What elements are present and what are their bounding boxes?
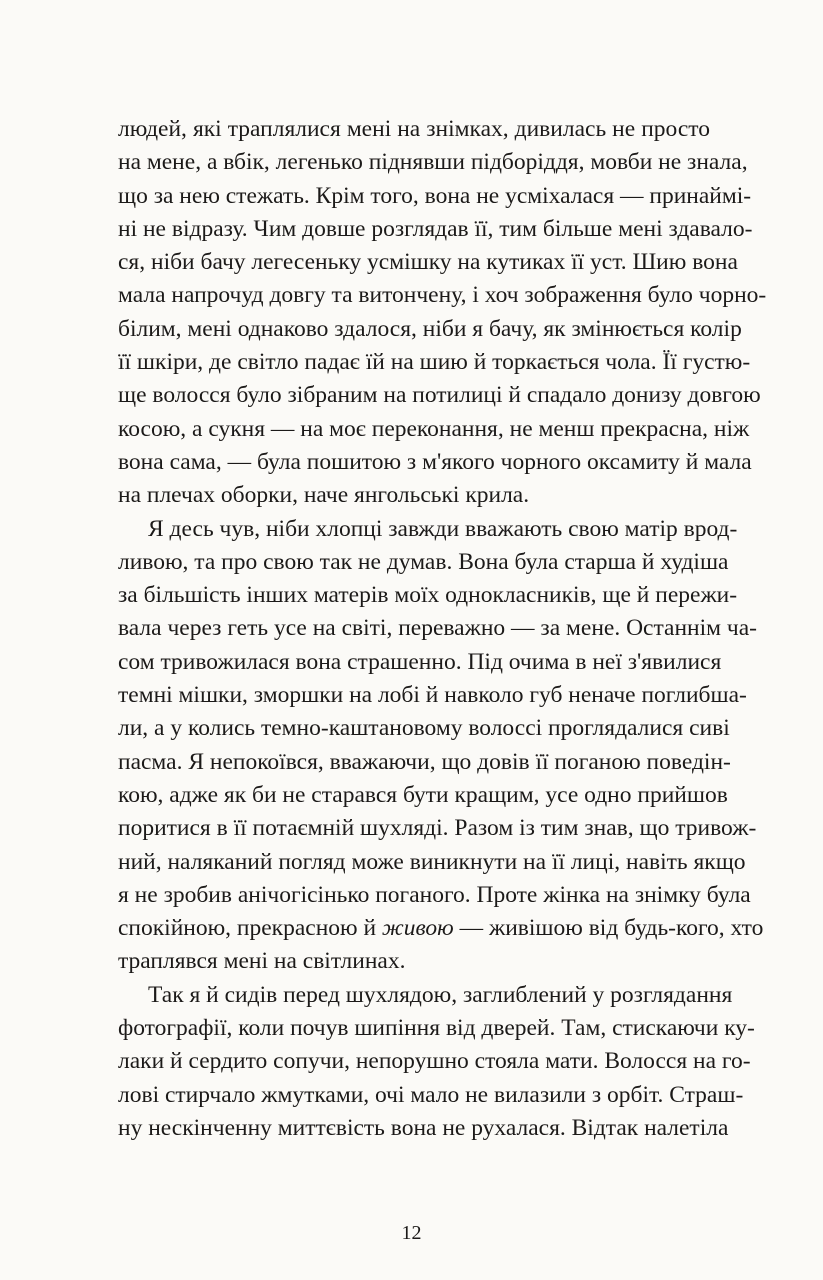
text-line: лаки й сердито сопучи, непорушно стояла мати. Волосся на го- (118, 1048, 751, 1075)
text-line: ся, ніби бачу легесеньку усмішку на кутиках її уст. Шию вона (118, 249, 738, 276)
text-line-first: Я десь чув, ніби хлопці завжди вважають свою матір врод- (148, 515, 738, 542)
paragraph-3 (118, 979, 755, 1145)
text-line: людей, які траплялися мені на знімках, дивилась не просто (118, 116, 710, 142)
text-line: пасма. Я непокоївся, вважаючи, що довів її поганою поведін- (118, 748, 731, 775)
page-number: 12 (401, 1222, 422, 1244)
text-line-last: траплявся мені на світлинах. (118, 948, 406, 975)
text-line: її шкіри, де світло падає їй на шию й торкається чола. Її густю- (118, 349, 751, 376)
text-line-with-italic (118, 912, 764, 945)
text-line: темні мішки, зморшки на лобі й навколо губ неначе поглибша- (118, 682, 747, 709)
text-line: ні не відразу. Чим довше розглядав її, тим більше мені здавало- (118, 215, 753, 242)
text-line-last: на плечах оборки, наче янгольські крила. (118, 482, 530, 509)
text-after-italic: — живішою від будь-кого, хто (453, 915, 764, 942)
text-line: лові стирчало жмутками, очі мало не вилазили з орбіт. Страш- (118, 1081, 744, 1108)
text-line: на мене, а вбік, легенько піднявши підборіддя, мовби не знала, (118, 149, 748, 176)
text-line: вала через геть усе на світі, переважно — за мене. Останнім ча- (118, 615, 757, 642)
paragraph-2 (118, 513, 764, 979)
body-text (118, 113, 767, 1145)
text-line: за більшість інших матерів моїх однокласників, ще й пережи- (118, 582, 738, 609)
text-line: ли, а у колись темно-каштановому волоссі проглядалися сиві (118, 715, 730, 742)
text-line: ще волосся було зібраним на потилиці й спадало донизу довгою (118, 382, 761, 409)
italic-word: живою (381, 915, 454, 942)
text-line: вона сама, — була пошитою з м'якого чорного оксамиту й мала (118, 448, 752, 475)
text-line-first: Так я й сидів перед шухлядою, заглиблений у розглядання (148, 981, 733, 1008)
text-line: я не зробив анічогісінько поганого. Проте жінка на знімку була (118, 881, 751, 908)
text-line: поритися в її потаємній шухляді. Разом із тим знав, що тривож- (118, 815, 757, 842)
text-before-italic: спокійною, прекрасною й (118, 915, 382, 942)
text-line: ну нескінченну миттєвість вона не рухалася. Відтак налетіла (118, 1114, 729, 1141)
text-line: білим, мені однаково здалося, ніби я бачу, як змінюється колір (118, 315, 742, 342)
text-line: кою, адже як би не старався бути кращим, усе одно прийшов (118, 781, 728, 808)
text-line: що за нею стежать. Крім того, вона не усміхалася — принаймі- (118, 182, 752, 209)
paragraph-1 (118, 113, 767, 513)
text-line: сом тривожилася вона страшенно. Під очима в неї з'явилися (118, 648, 722, 675)
text-line: ливою, та про свою так не думав. Вона була старша й худіша (118, 548, 729, 575)
text-line: фотографії, коли почув шипіння від дверей. Там, стискаючи ку- (118, 1015, 755, 1042)
text-line: мала напрочуд довгу та витончену, і хоч зображення було чорно- (118, 282, 767, 309)
text-line: ний, наляканий погляд може виникнути на її лиці, навіть якщо (118, 848, 746, 875)
text-line: косою, а сукня — на моє переконання, не менш прекрасна, ніж (118, 415, 750, 442)
